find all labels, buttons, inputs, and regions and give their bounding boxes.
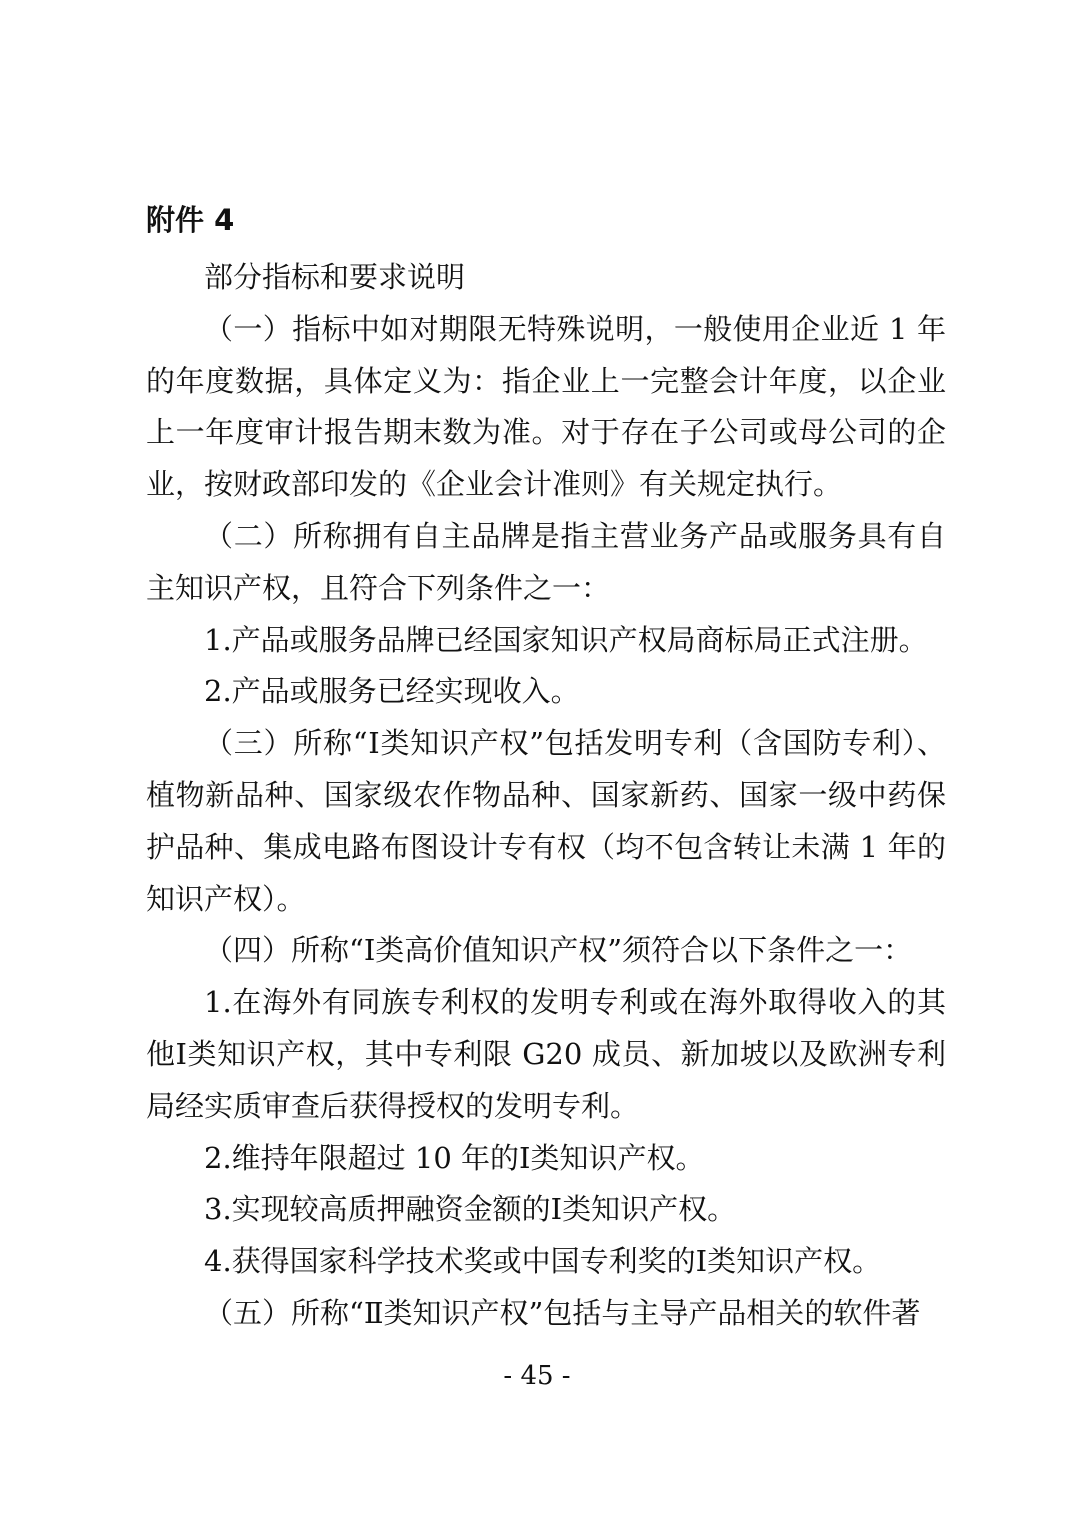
list-item: 1.产品或服务品牌已经国家知识产权局商标局正式注册。 (204, 622, 928, 657)
paragraph-item-2: （二）所称拥有自主品牌是指主营业务产品或服务具有自主知识产权，且符合下列条件之一： (146, 518, 946, 605)
list-item: 2.产品或服务已经实现收入。 (204, 674, 580, 709)
list-item: 2.维持年限超过 10 年的Ⅰ类知识产权。 (204, 1140, 705, 1175)
attachment-label: 附件 4 (146, 203, 235, 237)
list-item: 4.获得国家科学技术奖或中国专利奖的Ⅰ类知识产权。 (204, 1244, 882, 1279)
list-item: 3.实现较高质押融资金额的Ⅰ类知识产权。 (204, 1192, 737, 1227)
section-heading: 部分指标和要求说明 (204, 260, 466, 294)
paragraph-item-5: （五）所称“Ⅱ类知识产权”包括与主导产品相关的软件著 (204, 1295, 921, 1330)
list-item: 1.在海外有同族专利权的发明专利或在海外取得收入的其他Ⅰ类知识产权，其中专利限 G20 成员、新加坡以及欧洲专利局经实质审查后获得授权的发明专利。 (146, 985, 946, 1123)
body-text (146, 252, 946, 1340)
paragraph-item-4: （四）所称“Ⅰ类高价值知识产权”须符合以下条件之一： (204, 933, 913, 968)
paragraph-item-1: （一）指标中如对期限无特殊说明，一般使用企业近 1 年的年度数据，具体定义为：指企业上一完整会计年度，以企业上一年度审计报告期末数为准。对于存在子公司或母公司的企业，按财政部印发的《企业会计准则》有关规定执行。 (146, 311, 946, 502)
page-number: - 45 - (503, 1361, 571, 1391)
paragraph-item-3: （三）所称“Ⅰ类知识产权”包括发明专利（含国防专利）、植物新品种、国家级农作物品种、国家新药、国家一级中药保护品种、集成电路布图设计专有权（均不包含转让未满 1 年的知识产权）。 (146, 726, 946, 916)
